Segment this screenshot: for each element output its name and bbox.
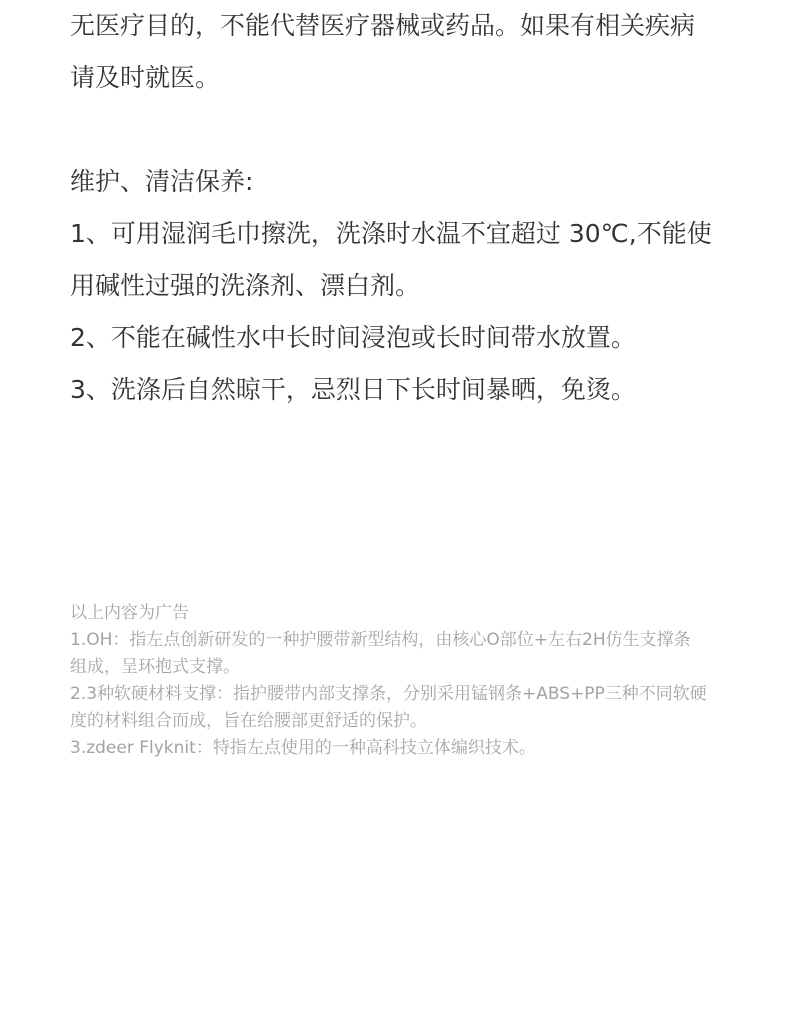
care-line-1: 1、可用湿润毛巾擦洗，洗涤时水温不宜超过 30℃,不能使 [70, 219, 712, 248]
spacer [70, 104, 730, 156]
ad-title: 以上内容为广告 [70, 603, 189, 623]
ad-disclaimer [70, 600, 730, 762]
care-instructions [70, 0, 730, 416]
ad-line-5: 3.zdeer Flyknit：特指左点使用的一种高科技立体编织技术。 [70, 738, 536, 758]
care-title: 维护、清洁保养: [70, 167, 254, 196]
ad-line-2: 组成，呈环抱式支撑。 [70, 657, 240, 677]
disclaimer-line-2: 请及时就医。 [70, 63, 221, 92]
care-line-2: 用碱性过强的洗涤剂、漂白剂。 [70, 271, 421, 300]
ad-line-1: 1.OH：指左点创新研发的一种护腰带新型结构，由核心O部位+左右2H仿生支撑条 [70, 630, 691, 650]
ad-line-3: 2.3种软硬材料支撑：指护腰带内部支撑条，分别采用锰钢条+ABS+PP三种不同软硬 [70, 684, 707, 704]
care-line-3: 2、不能在碱性水中长时间浸泡或长时间带水放置。 [70, 323, 636, 352]
disclaimer-line-1: 无医疗目的，不能代替医疗器械或药品。如果有相关疾病 [70, 11, 696, 40]
ad-line-4: 度的材料组合而成，旨在给腰部更舒适的保护。 [70, 711, 427, 731]
care-line-4: 3、洗涤后自然晾干，忌烈日下长时间暴晒，免烫。 [70, 375, 636, 404]
